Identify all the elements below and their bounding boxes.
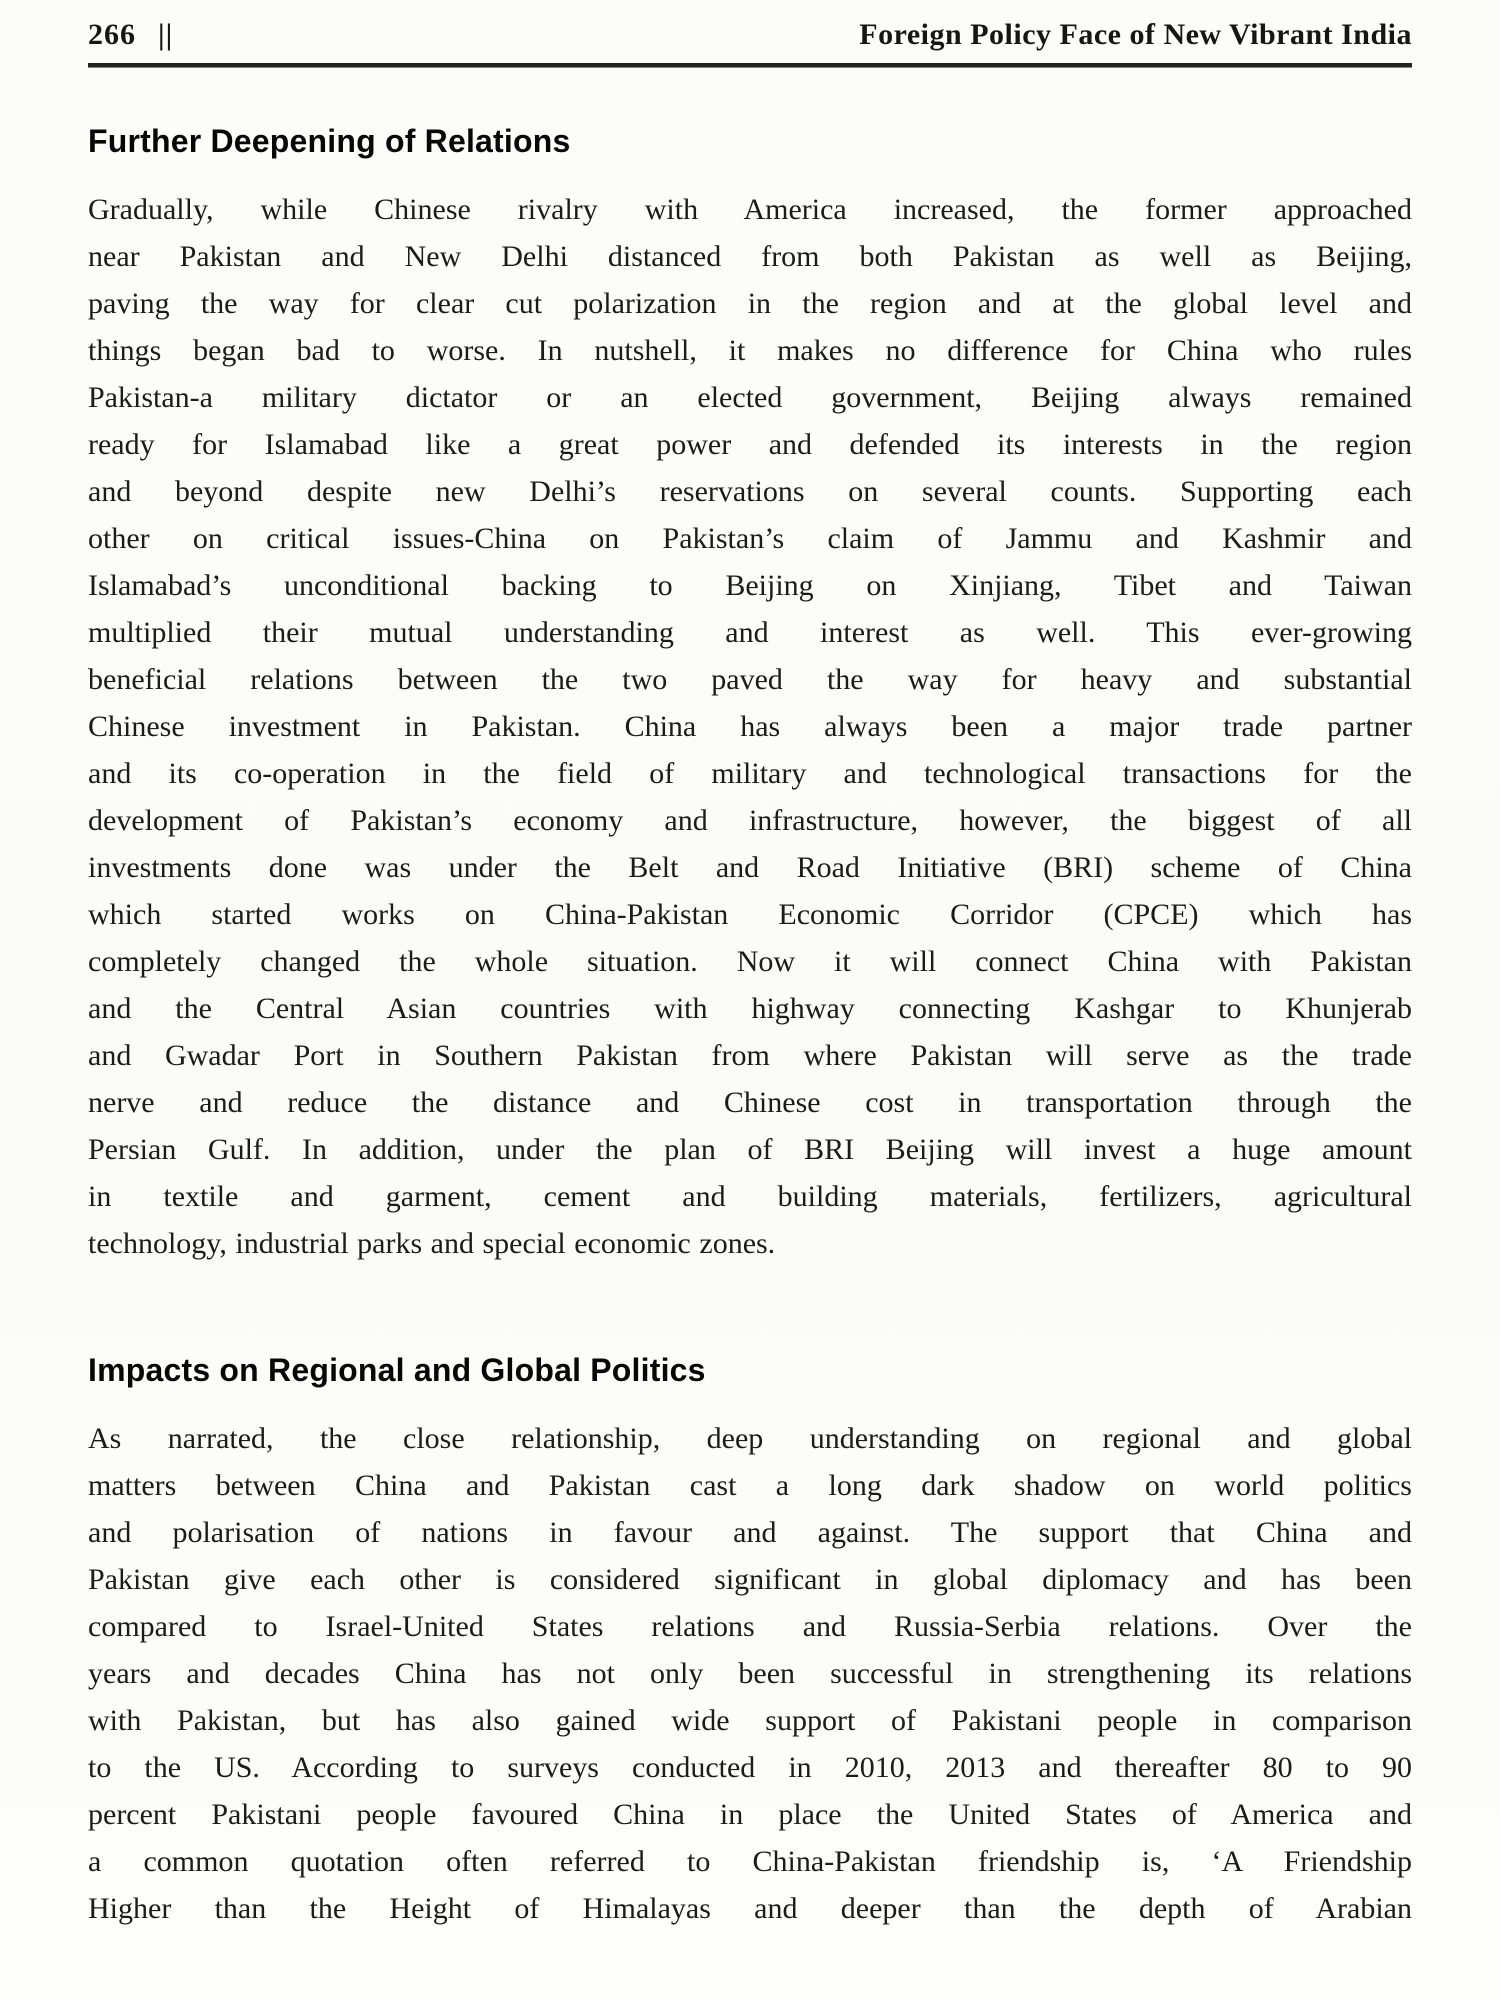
page-number-separator: || [158,18,174,51]
text-line: ready for Islamabad like a great power and defended its interests in the region [88,428,1412,461]
text-line: compared to Israel-United States relations and Russia-Serbia relations. Over the [88,1610,1412,1643]
text-line: near Pakistan and New Delhi distanced from both Pakistan as well as Beijing, [88,240,1412,273]
text-line: nerve and reduce the distance and Chinese cost in transportation through the [88,1086,1412,1119]
text-line: As narrated, the close relationship, deep understanding on regional and global [88,1422,1412,1455]
text-line: matters between China and Pakistan cast a long dark shadow on world politics [88,1469,1412,1502]
text-line: beneficial relations between the two paved the way for heavy and substantial [88,663,1412,696]
text-line: Higher than the Height of Himalayas and deeper than the depth of Arabian [88,1892,1412,1925]
text-line: in textile and garment, cement and building materials, fertilizers, agricultural [88,1180,1412,1213]
text-line: and polarisation of nations in favour and against. The support that China and [88,1516,1412,1549]
text-line: and Gwadar Port in Southern Pakistan from where Pakistan will serve as the trade [88,1039,1412,1072]
text-line: things began bad to worse. In nutshell, it makes no difference for China who rules [88,334,1412,367]
text-line: Chinese investment in Pakistan. China has always been a major trade partner [88,710,1412,743]
text-line: paving the way for clear cut polarization in the region and at the global level and [88,287,1412,320]
text-line: development of Pakistan’s economy and infrastructure, however, the biggest of all [88,804,1412,837]
text-line: completely changed the whole situation. Now it will connect China with Pakistan [88,945,1412,978]
text-line: Pakistan give each other is considered significant in global diplomacy and has been [88,1563,1412,1596]
paragraph [88,186,1412,1267]
running-header-title: Foreign Policy Face of New Vibrant India [859,18,1412,51]
text-line: which started works on China-Pakistan Economic Corridor (CPCE) which has [88,898,1412,931]
text-line: Gradually, while Chinese rivalry with America increased, the former approached [88,193,1412,226]
running-header [88,16,1412,54]
text-line: and beyond despite new Delhi’s reservations on several counts. Supporting each [88,475,1412,508]
section-further-deepening-of-relations [88,122,1412,1267]
text-line: years and decades China has not only been successful in strengthening its relations [88,1657,1412,1690]
header-rule [88,63,1412,68]
text-line: Pakistan-a military dictator or an elected government, Beijing always remained [88,381,1412,414]
section-impacts-on-regional-and-global-politics [88,1351,1412,1932]
text-line: investments done was under the Belt and Road Initiative (BRI) scheme of China [88,851,1412,884]
text-line: Islamabad’s unconditional backing to Beijing on Xinjiang, Tibet and Taiwan [88,569,1412,602]
text-line: and the Central Asian countries with highway connecting Kashgar to Khunjerab [88,992,1412,1025]
section-heading: Further Deepening of Relations [88,123,571,159]
text-line: to the US. According to surveys conducted in 2010, 2013 and thereafter 80 to 90 [88,1751,1412,1784]
text-line: technology, industrial parks and special economic zones. [88,1227,776,1260]
page-number: 266 [88,18,136,51]
text-line: other on critical issues-China on Pakistan’s claim of Jammu and Kashmir and [88,522,1412,555]
text-line: Persian Gulf. In addition, under the plan of BRI Beijing will invest a huge amount [88,1133,1412,1166]
text-line: percent Pakistani people favoured China in place the United States of America and [88,1798,1412,1831]
section-heading: Impacts on Regional and Global Politics [88,1352,706,1388]
text-line: multiplied their mutual understanding and interest as well. This ever-growing [88,616,1412,649]
page-number-group [88,16,173,54]
paragraph [88,1415,1412,1932]
page-content [88,122,1412,1932]
text-line: a common quotation often referred to China-Pakistan friendship is, ‘A Friendship [88,1845,1412,1878]
text-line: and its co-operation in the field of military and technological transactions for the [88,757,1412,790]
text-line: with Pakistan, but has also gained wide support of Pakistani people in comparison [88,1704,1412,1737]
